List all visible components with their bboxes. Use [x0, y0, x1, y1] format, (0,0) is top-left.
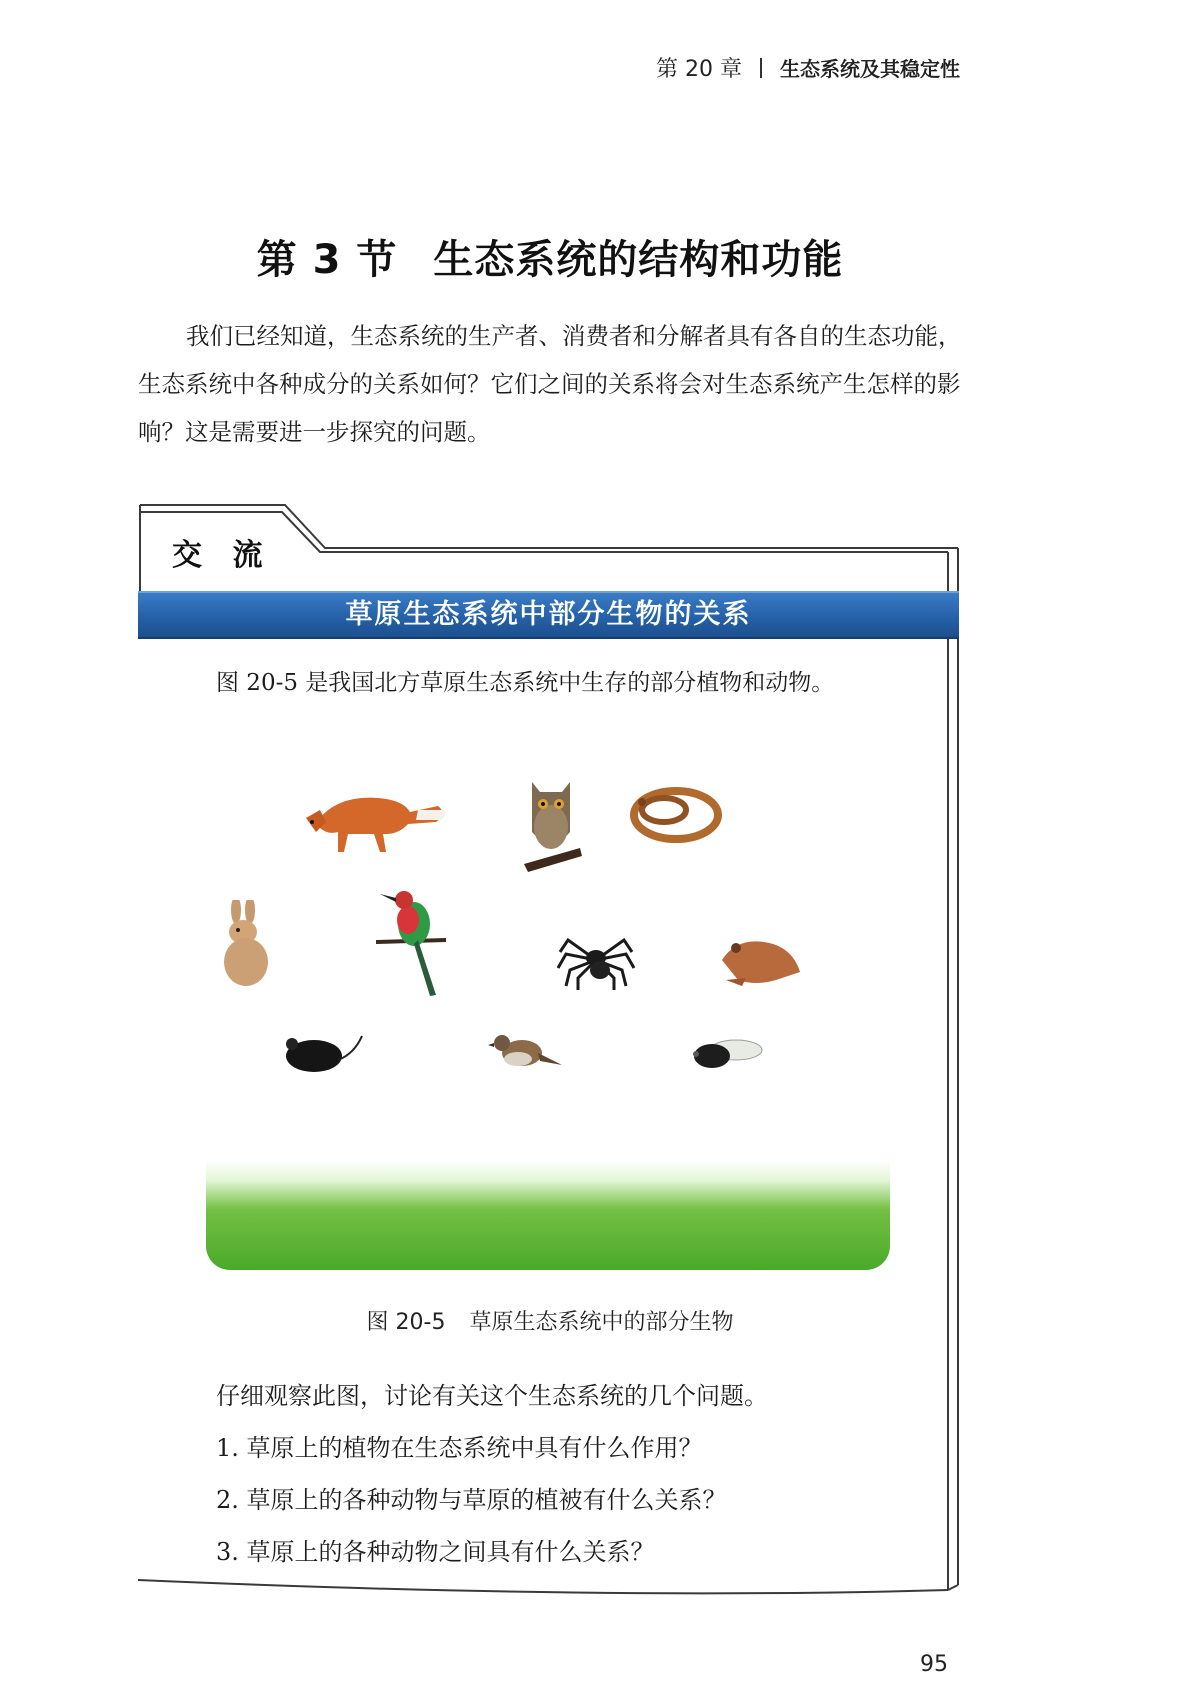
mouse-icon — [276, 1030, 366, 1080]
chapter-title: 生态系统及其稳定性 — [780, 57, 960, 81]
figure-caption — [0, 1305, 1100, 1336]
question-3: 3. 草原上的各种动物之间具有什么关系？ — [216, 1538, 655, 1566]
grassland-figure — [206, 740, 896, 1275]
figure-caption-text: 草原生态系统中的部分生物 — [469, 1310, 734, 1335]
discussion-block — [216, 1370, 768, 1578]
chapter-label: 第 20 章 — [656, 57, 742, 82]
sparrow-icon — [486, 1025, 566, 1080]
question-1: 1. 草原上的植物在生态系统中具有什么作用？ — [216, 1434, 703, 1462]
figure-lead-sentence: 图 20-5 是我国北方草原生态系统中生存的部分植物和动物。 — [216, 670, 835, 696]
question-2: 2. 草原上的各种动物与草原的植被有什么关系？ — [216, 1486, 727, 1514]
discussion-prompt: 仔细观察此图，讨论有关这个生态系统的几个问题。 — [216, 1382, 768, 1410]
page-number: 95 — [920, 1652, 948, 1677]
exchange-banner: 草原生态系统中部分生物的关系 — [138, 591, 959, 639]
exchange-tag: 交 流 — [172, 538, 273, 573]
rabbit-icon — [216, 900, 276, 990]
cicada-icon — [686, 1032, 766, 1077]
fox-icon — [298, 780, 448, 860]
section-number: 第 3 节 — [256, 237, 398, 283]
frog-icon — [716, 930, 806, 990]
intro-paragraph: 我们已经知道，生态系统的生产者、消费者和分解者具有各自的生态功能，生态系统中各种成分的关系如何？它们之间的关系将会对生态系统产生怎样的影响？这是需要进一步探究的问题。 — [138, 322, 962, 446]
figure-caption-number: 图 20-5 — [366, 1310, 446, 1335]
grass-icon — [206, 1160, 890, 1270]
section-heading: 生态系统的结构和功能 — [433, 237, 844, 283]
bee-eater-icon — [366, 880, 456, 1000]
owl-icon — [516, 772, 586, 882]
snake-icon — [626, 780, 726, 850]
spider-icon — [556, 930, 636, 990]
